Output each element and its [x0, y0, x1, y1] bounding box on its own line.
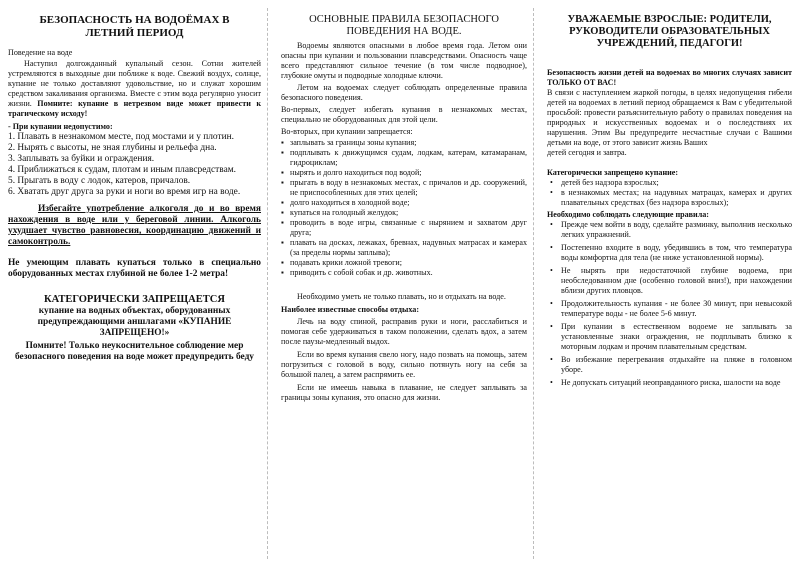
rules-heading: Необходимо соблюдать следующие правила:	[547, 210, 710, 219]
list-item: ▪ приводить с собой собак и др. животных.	[281, 268, 527, 278]
alcohol-warning: Избегайте употребление алкоголя до и во время нахождения в воде или у береговой линии. Алкоголь ухудшает чувство равновесия, координацию движений и самоконтроль.	[8, 204, 261, 247]
list-item: 5. Прыгать в воду с лодок, катеров, причалов.	[8, 176, 191, 186]
list-item: • Прежде чем войти в воду, сделайте разминку, выполнив несколько легких упражнений.	[547, 220, 792, 240]
list-item: ▪ подавать крики ложной тревоги;	[281, 258, 527, 268]
list-item: 2. Нырять с высоты, не зная глубины и рельефа дна.	[8, 143, 217, 153]
appeal-text: В связи с наступлением жаркой погоды, в целях недопущения гибели детей на водоемах в летний период обращаемся к Вам с убедительной просьбой: провести разъяснительную работу о правилах поведения на природных и искусственных водоемах и о последствиях их нарушения. Этим Вы предупредите несчастные случаи с Вашими детьми на воде, от этого зависит жизнь Ваших	[547, 88, 792, 147]
column-safety-summer	[0, 0, 267, 567]
list-item: ▪ прыгать в воду в незнакомых местах, с причалов и др. сооружений, не приспособленных для этих целей;	[281, 178, 527, 198]
list-item: ▪ подплывать к движущимся судам, лодкам, катерам, катамаранам, гидроциклам;	[281, 148, 527, 168]
list-item: • Продолжительность купания - не более 30 минут, при невысокой температуре воды - не более 5-6 минут.	[547, 299, 792, 319]
forbidden-bathing-list	[547, 178, 792, 208]
column-basic-rules	[267, 0, 533, 567]
column1-intro	[8, 59, 261, 119]
column1-title: БЕЗОПАСНОСТЬ НА ВОДОЁМАХ В ЛЕТНИЙ ПЕРИОД	[39, 14, 230, 39]
list-item: • детей без надзора взрослых;	[547, 178, 792, 188]
rules-paragraph-1: Водоемы являются опасными в любое время года. Летом они опасны при купании и пользовании плавсредствами. Опасность чаще всего представляют сильное течение (в том числе подводное), глубокие омуты и подводные холодные ключи.	[281, 41, 527, 80]
list-item: • в незнакомых местах; на надувных матрацах, камерах и других плавательных средствах (без надзора взрослых);	[547, 188, 792, 208]
rules-paragraph-5: Необходимо уметь не только плавать, но и отдыхать на воде.	[297, 292, 506, 301]
undesirable-list	[8, 132, 261, 198]
list-item: 6. Хватать друг друга за руки и ноги во время игр на воде.	[8, 187, 241, 197]
intro-text: Наступил долгожданный купальный сезон. Сотни жителей устремляются в выходные дни поближе к воде. Свежий воздух, солнце, купание не только доставляют удовольствие, но и служат хорошим средством закаливания организма. Вместе с этим вода регулярно уносит жизни.	[8, 59, 261, 108]
rest-paragraph-3: Если не имеешь навыка в плавание, не следует заплывать за границы зоны купания, это опасно для жизни.	[281, 383, 527, 402]
list-item: • Во избежание перегревания отдыхайте на пляже в головном уборе.	[547, 355, 792, 375]
list-item: ▪ плавать на досках, лежаках, бревнах, надувных матрасах и камерах (за пределы нормы заплыва);	[281, 238, 527, 258]
rules-list	[547, 220, 792, 388]
rest-paragraph-1: Лечь на воду спиной, расправив руки и ноги, расслабиться и помогая себе удерживаться в таком положении, сделать вдох, а затем после паузы-медленный выдох.	[281, 317, 527, 346]
list-item: ▪ заплывать за границы зоны купания;	[281, 138, 527, 148]
intro-remember: Помните: купание в нетрезвом виде может привести к трагическому исходу!	[8, 99, 261, 118]
column3-title: УВАЖАЕМЫЕ ВЗРОСЛЫЕ: РОДИТЕЛИ, РУКОВОДИТЕЛИ ОБРАЗОВАТЕЛЬНЫХ УЧРЕЖДЕНИЙ, ПЕДАГОГИ!	[567, 14, 772, 49]
forbidden-title: КАТЕГОРИЧЕСКИ ЗАПРЕЩАЕТСЯ	[44, 294, 225, 305]
nonswimmers-note: Не умеющим плавать купаться только в специально оборудованных местах глубиной не более 1-2 метра!	[8, 258, 261, 279]
list-item: 4. Приближаться к судам, плотам и иным плавсредствам.	[8, 165, 237, 175]
list-item: ▪ нырять и долго находиться под водой;	[281, 168, 527, 178]
undesirable-heading: - При купании недопустимо:	[8, 122, 113, 131]
list-item: • При купании в естественном водоеме не заплывать за установленные знаки ограждения, не подплывать близко к моторным лодкам и прочим плавательным средствам.	[547, 322, 792, 352]
list-item: 1. Плавать в незнакомом месте, под мостами и у плотин.	[8, 132, 234, 142]
list-item: • Не допускать ситуаций неоправданного риска, шалости на воде	[547, 378, 792, 388]
appeal-lead: Безопасность жизни детей на водоемах во многих случаях зависит ТОЛЬКО ОТ ВАС!	[547, 68, 792, 87]
rules-paragraph-2: Летом на водоемах следует соблюдать определенные правила безопасного поведения.	[281, 83, 527, 102]
column-adults-appeal	[533, 0, 800, 567]
list-item: • Постепенно входите в воду, убедившись в том, что температура воды комфортна для тела (не ниже установленной нормы).	[547, 243, 792, 263]
list-item: ▪ купаться на голодный желудок;	[281, 208, 527, 218]
rules-paragraph-4: Во-вторых, при купании запрещается:	[281, 127, 413, 136]
list-item: 3. Заплывать за буйки и ограждения.	[8, 154, 155, 164]
closing-note: Помните! Только неукоснительное соблюдение мер безопасного поведения на воде может предупредить беду	[14, 341, 254, 362]
list-item: • Не нырять при недостаточной глубине водоема, при необследованном дне (особенно головой вниз!), при нахождении вблизи других пловцов.	[547, 266, 792, 296]
column2-title: ОСНОВНЫЕ ПРАВИЛА БЕЗОПАСНОГО ПОВЕДЕНИЯ НА ВОДЕ.	[309, 14, 499, 37]
rules-paragraph-3: Во-первых, следует избегать купания в незнакомых местах, специально не оборудованных для этой цели.	[281, 105, 527, 124]
forbidden-text: купание на водных объектах, оборудованных предупреждающими аншлагами «КУПАНИЕ ЗАПРЕЩЕНО!»	[37, 306, 232, 338]
column1-subtitle: Поведение на воде	[8, 48, 73, 57]
forbidden-heading: Категорически запрещено купание:	[547, 168, 679, 177]
rest-paragraph-2: Если во время купания свело ногу, надо позвать на помощь, затем погрузиться с головой в воду, сильно потянуть ногу на себя за большой палец, а затем распрямить ее.	[281, 350, 527, 379]
list-item: ▪ проводить в воде игры, связанные с нырянием и захватом друг друга;	[281, 218, 527, 238]
rest-title: Наиболее известные способы отдыха:	[281, 305, 420, 314]
appeal-end: детей сегодня и завтра.	[547, 148, 627, 157]
list-item: ▪ долго находиться в холодной воде;	[281, 198, 527, 208]
forbidden-list	[281, 138, 527, 278]
